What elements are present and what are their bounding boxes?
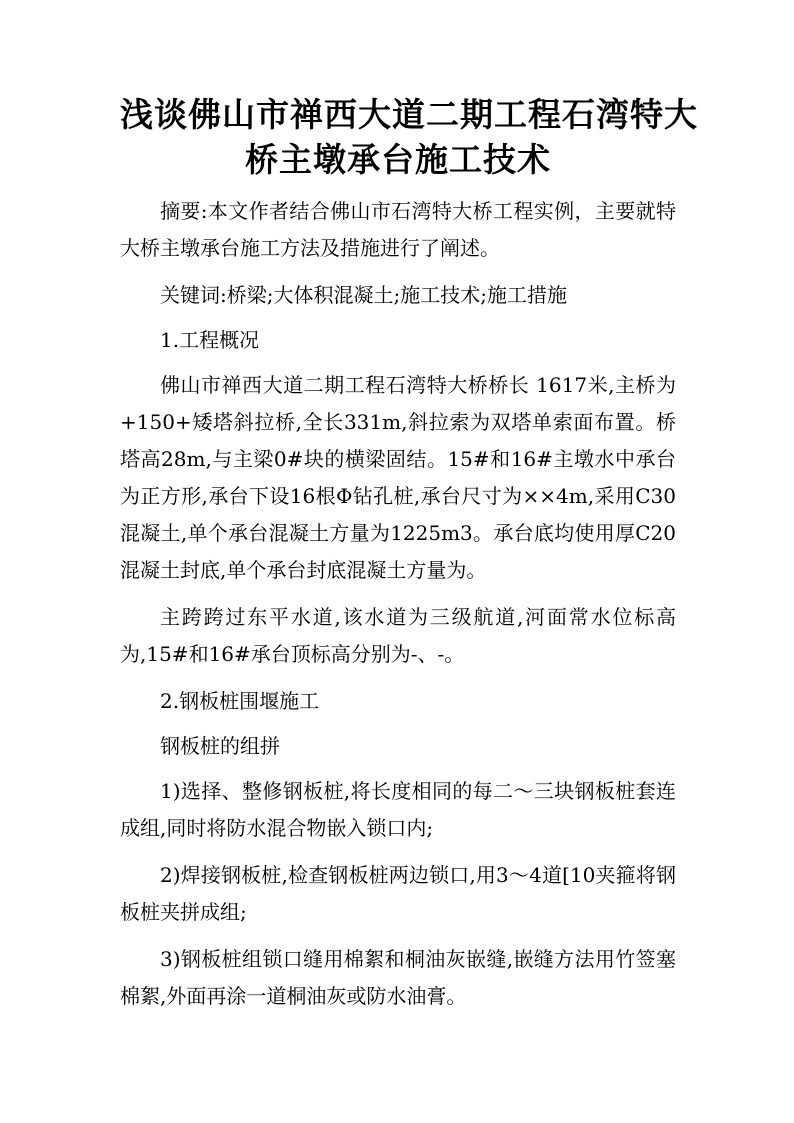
section-heading-cofferdam: 2.钢板桩围堰施工 (160, 689, 320, 713)
subsection-heading-assembly: 钢板桩的组拼 (160, 734, 280, 758)
abstract-paragraph: 摘要:本文作者结合佛山市石湾特大桥工程实例，主要就特大桥主墩承台施工方法及措施进行了阐述。 (120, 199, 676, 260)
keywords-paragraph: 关键词:桥梁;大体积混凝土;施工技术;施工措施 (160, 283, 567, 307)
overview-paragraph-1: 佛山市禅西大道二期工程石湾特大桥桥长 1617米,主桥为+150+矮塔斜拉桥,全长331m,斜拉索为双塔单索面布置。桥塔高28m,与主梁0#块的横梁固结。15#和16#主墩水中承台为正方形,承台下设16根Φ钻孔桩,承台尺寸为××4m,采用C30混凝土,单个承台混凝土方量为1225m3。承台底均使用厚C20混凝土封底,单个承台封底混凝土方量为。 (120, 373, 676, 582)
step-paragraph-1: 1)选择、整修钢板桩,将长度相同的每二～三块钢板桩套连成组,同时将防水混合物嵌入锁口内; (120, 779, 676, 840)
document-title (120, 92, 698, 182)
section-heading-overview: 1.工程概况 (160, 328, 260, 352)
title-line-2: 桥主墩承台施工技术 (245, 140, 551, 179)
document-body (120, 193, 676, 1015)
overview-paragraph-2: 主跨跨过东平水道,该水道为三级航道,河面常水位标高为,15#和16#承台顶标高分别为-、-。 (120, 605, 676, 666)
title-line-1: 浅谈佛山市禅西大道二期工程石湾特大 (120, 95, 698, 134)
step-paragraph-2: 2)焊接钢板桩,检查钢板桩两边锁口,用3～4道[10夹箍将钢板桩夹拼成组; (120, 863, 676, 924)
step-paragraph-3: 3)钢板桩组锁口缝用棉絮和桐油灰嵌缝,嵌缝方法用竹签塞棉絮,外面再涂一道桐油灰或防水油膏。 (120, 947, 676, 1008)
